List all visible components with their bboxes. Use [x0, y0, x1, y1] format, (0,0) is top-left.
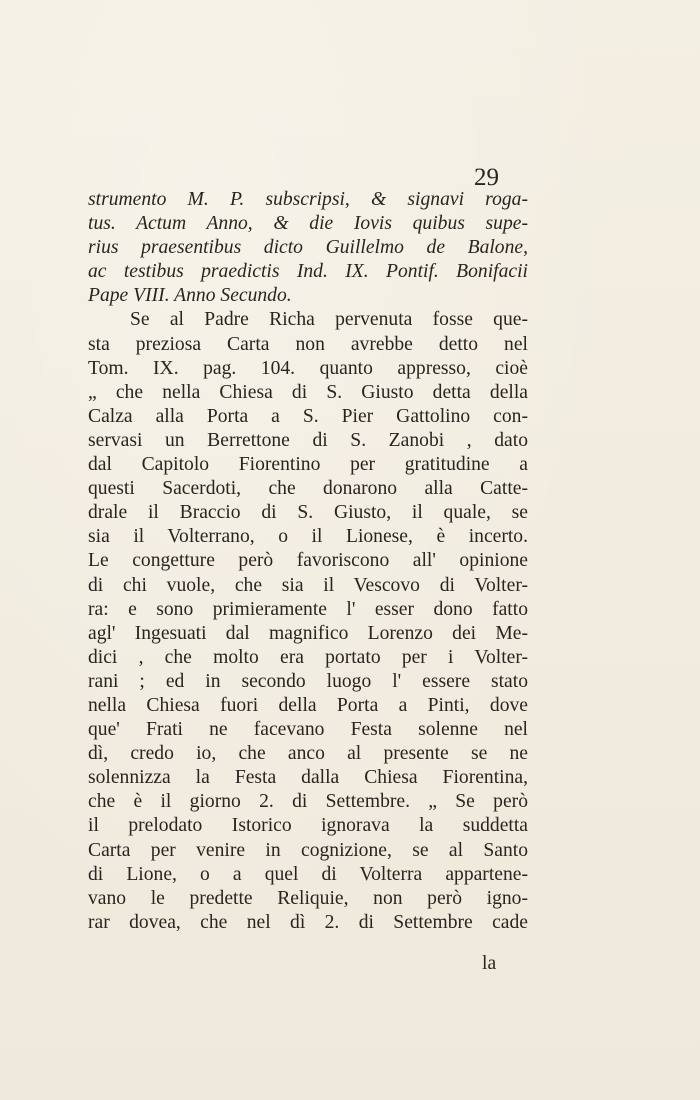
text-line: Pape VIII. Anno Secundo.: [88, 285, 292, 307]
text-line: dal Capitolo Fiorentino per gratitudine a: [88, 454, 528, 476]
body-text: [88, 188, 528, 935]
text-line: sta preziosa Carta non avrebbe detto nel: [88, 333, 528, 355]
text-line: rar dovea, che nel dì 2. di Settembre cade: [88, 911, 528, 933]
catchword: la: [482, 953, 497, 974]
page-number: 29: [474, 164, 499, 191]
text-line: che è il giorno 2. di Settembre. „ Se però: [88, 791, 528, 813]
text-line: servasi un Berrettone di S. Zanobi , dato: [88, 429, 528, 451]
text-line: ac testibus praedictis Ind. IX. Pontif. Bonifacii: [88, 261, 528, 283]
text-line: Carta per venire in cognizione, se al Santo: [88, 839, 528, 861]
text-line: rius praesentibus dicto Guillelmo de Balone,: [88, 237, 528, 259]
text-line: „ che nella Chiesa di S. Giusto detta della: [88, 381, 528, 403]
text-line: il prelodato Istorico ignorava la suddetta: [88, 815, 528, 837]
text-line: Tom. IX. pag. 104. quanto appresso, cioè: [88, 357, 528, 379]
text-line: solennizza la Festa dalla Chiesa Fiorentina,: [88, 767, 528, 789]
text-line: nella Chiesa fuori della Porta a Pinti, dove: [88, 694, 528, 716]
text-line: sia il Volterrano, o il Lionese, è incerto.: [88, 526, 528, 548]
text-line: ra: e sono primieramente l' esser dono fatto: [88, 598, 528, 620]
text-line: drale il Braccio di S. Giusto, il quale, se: [88, 502, 528, 524]
text-line: que' Frati ne facevano Festa solenne nel: [88, 719, 528, 741]
text-line: Le congetture però favoriscono all' opinione: [88, 550, 528, 572]
text-line: dici , che molto era portato per i Volter-: [88, 646, 528, 668]
text-line: strumento M. P. subscripsi, & signavi roga-: [88, 189, 528, 210]
text-line: vano le predette Reliquie, non però igno-: [88, 887, 528, 909]
paragraph-start-line: Se al Padre Richa pervenuta fosse que-: [130, 309, 528, 331]
text-line: questi Sacerdoti, che donarono alla Catte-: [88, 478, 528, 500]
text-line: agl' Ingesuati dal magnifico Lorenzo dei Me-: [88, 622, 528, 644]
text-line: di chi vuole, che sia il Vescovo di Volter-: [88, 574, 528, 596]
text-line: tus. Actum Anno, & die Iovis quibus supe-: [88, 213, 528, 235]
text-line: Calza alla Porta a S. Pier Gattolino con-: [88, 405, 528, 427]
text-line: di Lione, o a quel di Volterra appartene-: [88, 863, 528, 885]
text-line: dì, credo io, che anco al presente se ne: [88, 743, 528, 765]
text-line: rani ; ed in secondo luogo l' essere stato: [88, 670, 528, 692]
